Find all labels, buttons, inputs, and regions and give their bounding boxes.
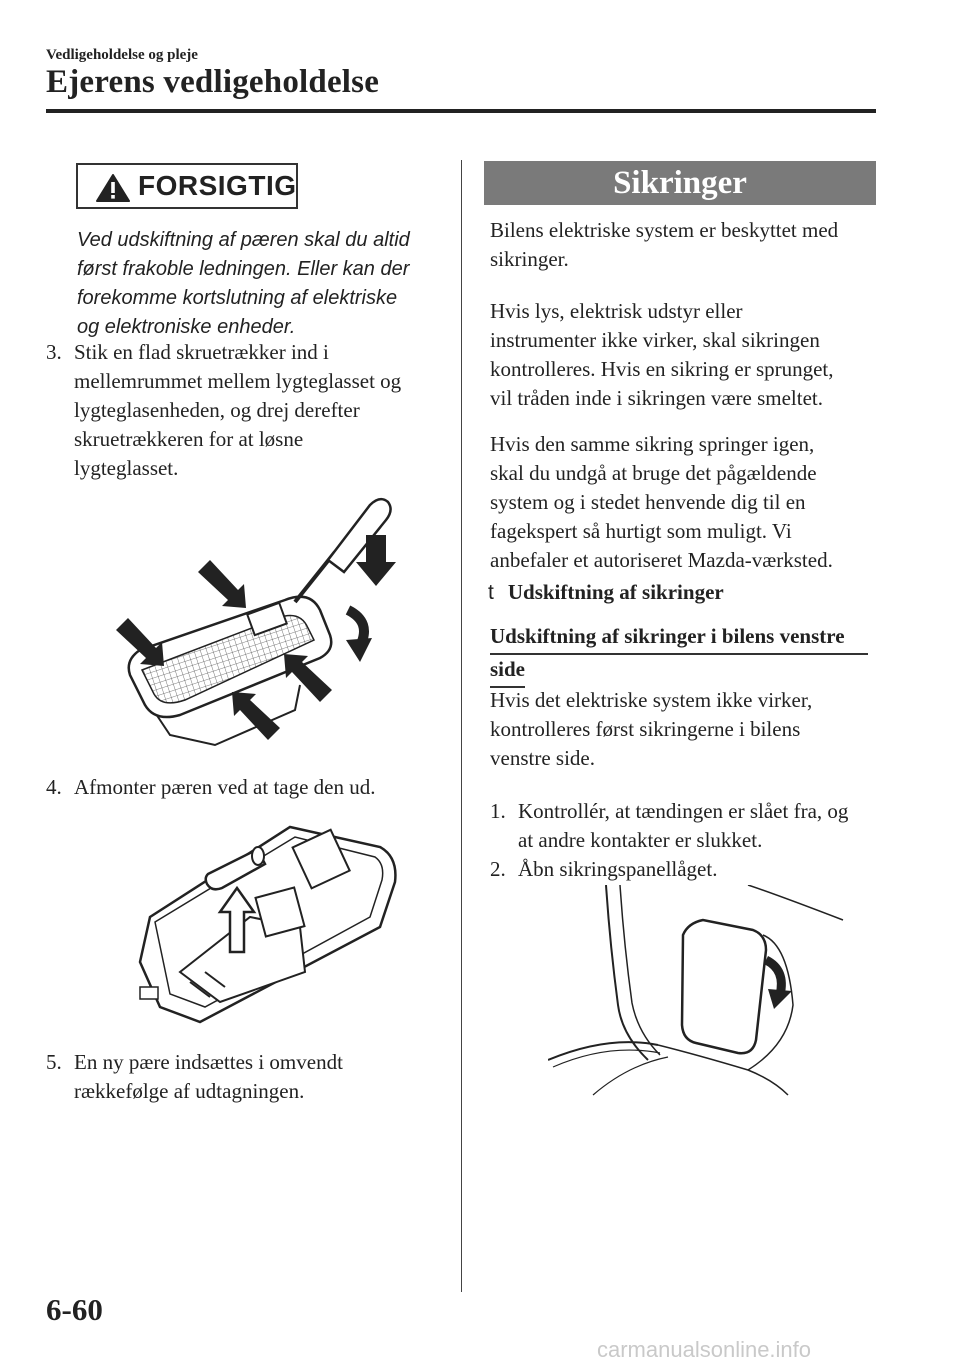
- paragraph-line: instrumenter ikke virker, skal sikringen: [490, 328, 820, 352]
- caution-label: FORSIGTIG: [138, 170, 297, 201]
- paragraph-line: kontrolleres først sikringerne i bilens: [490, 717, 801, 741]
- step-line: Afmonter pæren ved at tage den ud.: [74, 775, 376, 799]
- left-side-fuse-heading[interactable]: [490, 622, 872, 688]
- paragraph-line: sikringer.: [490, 247, 569, 271]
- bulb-removal-illustration: [130, 822, 402, 1032]
- paragraph-repeat: [490, 430, 880, 575]
- lens-removal-illustration: [110, 490, 410, 750]
- watermark: carmanualsonline.info: [597, 1337, 812, 1362]
- fuse-panel-lid-illustration: [548, 885, 848, 1100]
- paragraph-line: skal du undgå at bruge det pågældende: [490, 461, 817, 485]
- paragraph-line: Hvis lys, elektrisk udstyr eller: [490, 299, 743, 323]
- step-3: [46, 338, 436, 483]
- paragraph-line: venstre side.: [490, 746, 595, 770]
- step-5: [46, 1048, 436, 1106]
- paragraph-line: Hvis det elektriske system ikke virker,: [490, 688, 813, 712]
- rotate-arrow-icon: [768, 989, 792, 1009]
- paragraph-line: Bilens elektriske system er beskyttet med: [490, 218, 839, 242]
- caution-line: først frakoble ledningen. Eller kan der: [77, 258, 410, 280]
- paragraph-left-side: [490, 686, 880, 773]
- paragraph-line: vil tråden inde i sikringen være smeltet.: [490, 386, 824, 410]
- subsection-marker: t: [488, 581, 494, 604]
- heading-line[interactable]: Udskiftning af sikringer i bilens venstre: [490, 622, 868, 655]
- paragraph-line: fagekspert så hurtigt som muligt. Vi: [490, 519, 792, 543]
- chapter-title: Ejerens vedligeholdelse: [46, 64, 380, 100]
- step-line: at andre kontakter er slukket.: [518, 828, 763, 852]
- right-step-2: [490, 855, 880, 884]
- right-step-1: [490, 797, 880, 855]
- caution-box: [76, 163, 298, 209]
- rotate-arrow-icon: [346, 638, 372, 662]
- step-line: lygteglasset.: [74, 456, 179, 480]
- header-rule: [46, 109, 876, 113]
- paragraph-line: system og i stedet henvende dig til en: [490, 490, 806, 514]
- page-number: 6-60: [46, 1292, 103, 1327]
- step-number: 2.: [490, 857, 506, 881]
- subsection-title: Udskiftning af sikringer: [507, 580, 724, 604]
- paragraph-intro: [490, 216, 880, 274]
- paragraph-line: anbefaler et autoriseret Mazda-værksted.: [490, 548, 833, 572]
- subsection-heading: [488, 580, 724, 605]
- paragraph-line: Hvis den samme sikring springer igen,: [490, 432, 815, 456]
- step-line: Stik en flad skruetrækker ind i: [74, 340, 329, 364]
- column-divider: [461, 160, 462, 1292]
- step-number: 1.: [490, 799, 506, 823]
- paragraph-check: [490, 297, 880, 413]
- step-line: rækkefølge af udtagningen.: [74, 1079, 305, 1103]
- caution-text: [77, 226, 437, 342]
- step-line: En ny pære indsættes i omvendt: [74, 1050, 343, 1074]
- section-label: Vedligeholdelse og pleje: [46, 47, 198, 63]
- caution-line: forekomme kortslutning af elektriske: [77, 287, 398, 309]
- section-header: Sikringer: [484, 161, 876, 205]
- step-number: 5.: [46, 1050, 62, 1074]
- paragraph-line: kontrolleres. Hvis en sikring er sprunget,: [490, 357, 834, 381]
- step-4: [46, 773, 436, 802]
- step-line: Åbn sikringspanellåget.: [518, 857, 718, 881]
- caution-line: og elektroniske enheder.: [77, 316, 296, 338]
- step-number: 4.: [46, 775, 62, 799]
- step-line: lygteglasenheden, og drej derefter: [74, 398, 360, 422]
- step-line: mellemrummet mellem lygteglasset og: [74, 369, 402, 393]
- step-number: 3.: [46, 340, 62, 364]
- arrow-icon: [198, 560, 246, 608]
- heading-line[interactable]: side: [490, 655, 525, 688]
- caution-line: Ved udskiftning af pæren skal du altid: [77, 229, 410, 251]
- warning-triangle-icon: [96, 173, 130, 203]
- step-line: Kontrollér, at tændingen er slået fra, og: [518, 799, 849, 823]
- step-line: skruetrækkeren for at løsne: [74, 427, 304, 451]
